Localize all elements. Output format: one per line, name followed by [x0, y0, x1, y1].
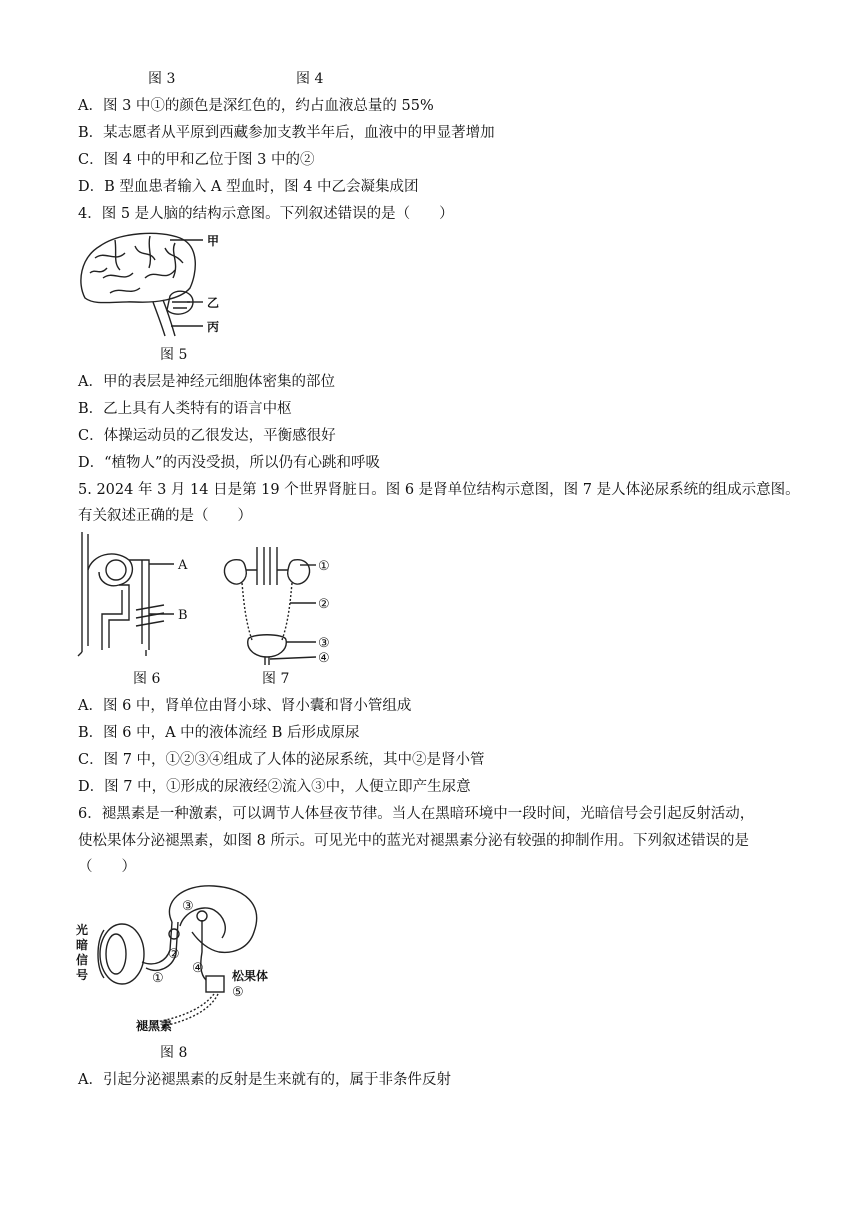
figure-5-caption: 图 5 — [160, 347, 188, 363]
fig7-label-1: ① — [318, 559, 330, 574]
fig8-signal-char-1: 光 — [76, 923, 89, 937]
figure-6-nephron-diagram — [74, 530, 204, 660]
fig6-label-a: A — [178, 558, 188, 573]
q5-option-b: B．图 6 中，A 中的液体流经 B 后形成原尿 — [78, 725, 360, 741]
figure-8-caption: 图 8 — [160, 1045, 188, 1061]
q3-option-b: B．某志愿者从平原到西藏参加支教半年后，血液中的甲显著增加 — [78, 125, 495, 141]
fig7-label-2: ② — [318, 597, 330, 612]
q5-stem-line2: 有关叙述正确的是（ ） — [78, 508, 252, 524]
figure-5-brain-diagram — [75, 228, 235, 338]
fig5-label-jia: 甲 — [207, 234, 220, 248]
figure-4-caption: 图 4 — [296, 71, 324, 87]
fig8-label-pineal: 松果体 — [232, 969, 269, 983]
fig5-label-bing: 丙 — [207, 320, 220, 334]
q3-option-d: D．B 型血患者输入 A 型血时，图 4 中乙会凝集成团 — [78, 179, 419, 195]
q6-stem-line1: 6．褪黑素是一种激素，可以调节人体昼夜节律。当人在黑暗环境中一段时间，光暗信号会引起反射活动， — [78, 806, 755, 822]
fig6-label-b: B — [178, 608, 188, 623]
figure-6-caption: 图 6 — [133, 671, 161, 687]
q4-option-b: B．乙上具有人类特有的语言中枢 — [78, 401, 292, 417]
figure-7-urinary-system-diagram — [212, 545, 342, 665]
q6-stem-line3: （ ） — [78, 859, 136, 875]
figure-7-caption: 图 7 — [262, 671, 290, 687]
fig8-num-3: ③ — [182, 899, 194, 914]
fig7-label-4: ④ — [318, 651, 330, 666]
fig8-num-1: ① — [152, 971, 164, 986]
fig8-signal-char-2: 暗 — [76, 938, 89, 952]
q5-option-d: D．图 7 中，①形成的尿液经②流入③中，人便立即产生尿意 — [78, 779, 471, 795]
q6-stem-line2: 使松果体分泌褪黑素，如图 8 所示。可见光中的蓝光对褪黑素分泌有较强的抑制作用。下列叙述错误的是 — [78, 833, 749, 849]
q3-option-c: C．图 4 中的甲和乙位于图 3 中的② — [78, 152, 315, 168]
q4-option-a: A．甲的表层是神经元细胞体密集的部位 — [78, 374, 335, 390]
figure-8-melatonin-reflex-diagram — [74, 882, 274, 1032]
fig8-label-melatonin: 褪黑素 — [136, 1019, 173, 1033]
fig8-num-4: ④ — [192, 961, 204, 976]
fig7-label-3: ③ — [318, 636, 330, 651]
fig5-label-yi: 乙 — [207, 296, 220, 310]
fig8-signal-char-4: 号 — [76, 968, 89, 982]
q6-option-a: A．引起分泌褪黑素的反射是生来就有的，属于非条件反射 — [78, 1072, 451, 1088]
q5-option-a: A．图 6 中，肾单位由肾小球、肾小囊和肾小管组成 — [78, 698, 412, 714]
fig8-num-2: ② — [168, 947, 180, 962]
figure-3-caption: 图 3 — [148, 71, 176, 87]
q5-option-c: C．图 7 中，①②③④组成了人体的泌尿系统，其中②是肾小管 — [78, 752, 485, 768]
q4-stem: 4．图 5 是人脑的结构示意图。下列叙述错误的是（ ） — [78, 206, 454, 222]
q5-stem-line1: 5. 2024 年 3 月 14 日是第 19 个世界肾脏日。图 6 是肾单位结构示意图，图 7 是人体泌尿系统的组成示意图。 — [78, 482, 800, 498]
q3-option-a: A．图 3 中①的颜色是深红色的，约占血液总量的 55% — [78, 98, 434, 114]
q4-option-c: C．体操运动员的乙很发达，平衡感很好 — [78, 428, 336, 444]
q4-option-d: D．“植物人”的丙没受损，所以仍有心跳和呼吸 — [78, 455, 380, 471]
fig8-signal-char-3: 信 — [76, 953, 89, 967]
fig8-num-5: ⑤ — [232, 985, 244, 1000]
